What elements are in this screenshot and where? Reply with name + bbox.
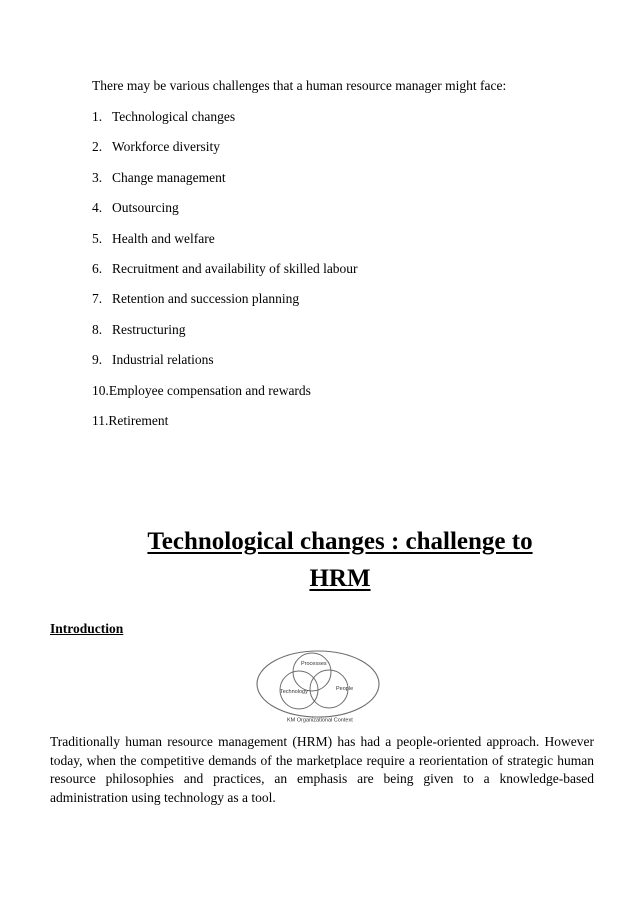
list-item-label: Outsourcing xyxy=(112,200,179,216)
list-item-label: Recruitment and availability of skilled labour xyxy=(112,260,358,276)
list-item-number: 4. xyxy=(92,200,103,216)
list-item-label: Employee compensation and rewards xyxy=(108,382,311,398)
list-item xyxy=(92,169,358,199)
list-item xyxy=(92,260,358,290)
intro-line: There may be various challenges that a human resource manager might face: xyxy=(92,78,507,93)
list-item-label: Workforce diversity xyxy=(112,139,220,155)
list-item xyxy=(92,108,358,138)
processes-label: Processes xyxy=(301,661,327,667)
processes-circle xyxy=(293,653,331,691)
introduction-paragraph: Traditionally human resource management (HRM) has had a people-oriented approach. However today, when the competitive demands of the marketplace require a reorientation of strategic human resource philosophies and practices, an emphasis are being given to a knowledge-based administration using technology as a tool. xyxy=(50,734,594,805)
introduction-label: Introduction xyxy=(50,621,124,636)
section-heading xyxy=(60,523,620,597)
list-item-number: 5. xyxy=(92,230,103,246)
list-item-number: 1. xyxy=(92,109,103,124)
list-item-number: 11. xyxy=(92,412,109,428)
list-item-label: Technological changes xyxy=(112,109,236,124)
list-item xyxy=(92,321,358,351)
section-heading-line2: HRM xyxy=(309,564,371,592)
technology-label: Technology xyxy=(280,689,308,695)
list-item-number: 2. xyxy=(92,139,103,155)
list-item-number: 7. xyxy=(92,291,103,307)
km-venn-diagram xyxy=(254,648,384,724)
list-item xyxy=(92,230,358,260)
list-item xyxy=(92,199,358,229)
list-item-label: Retirement xyxy=(108,412,169,428)
list-item-label: Health and welfare xyxy=(112,230,215,246)
challenge-list xyxy=(92,108,358,442)
list-item-label: Change management xyxy=(112,169,226,185)
list-item-label: Restructuring xyxy=(112,321,186,337)
list-item-number: 6. xyxy=(92,260,103,276)
list-item-number: 9. xyxy=(92,352,103,368)
list-item-label: Industrial relations xyxy=(112,352,214,368)
list-item xyxy=(92,290,358,320)
list-item-number: 3. xyxy=(92,169,103,185)
section-heading-line1: Technological changes : challenge to xyxy=(147,527,533,555)
list-item xyxy=(92,412,358,442)
list-item xyxy=(92,351,358,381)
list-item-number: 10. xyxy=(92,382,109,398)
list-item-number: 8. xyxy=(92,321,103,337)
context-label: KM Organizational Context xyxy=(287,717,353,724)
list-item xyxy=(92,138,358,168)
people-label: People xyxy=(336,686,354,692)
list-item-label: Retention and succession planning xyxy=(112,291,300,307)
list-item xyxy=(92,382,358,412)
